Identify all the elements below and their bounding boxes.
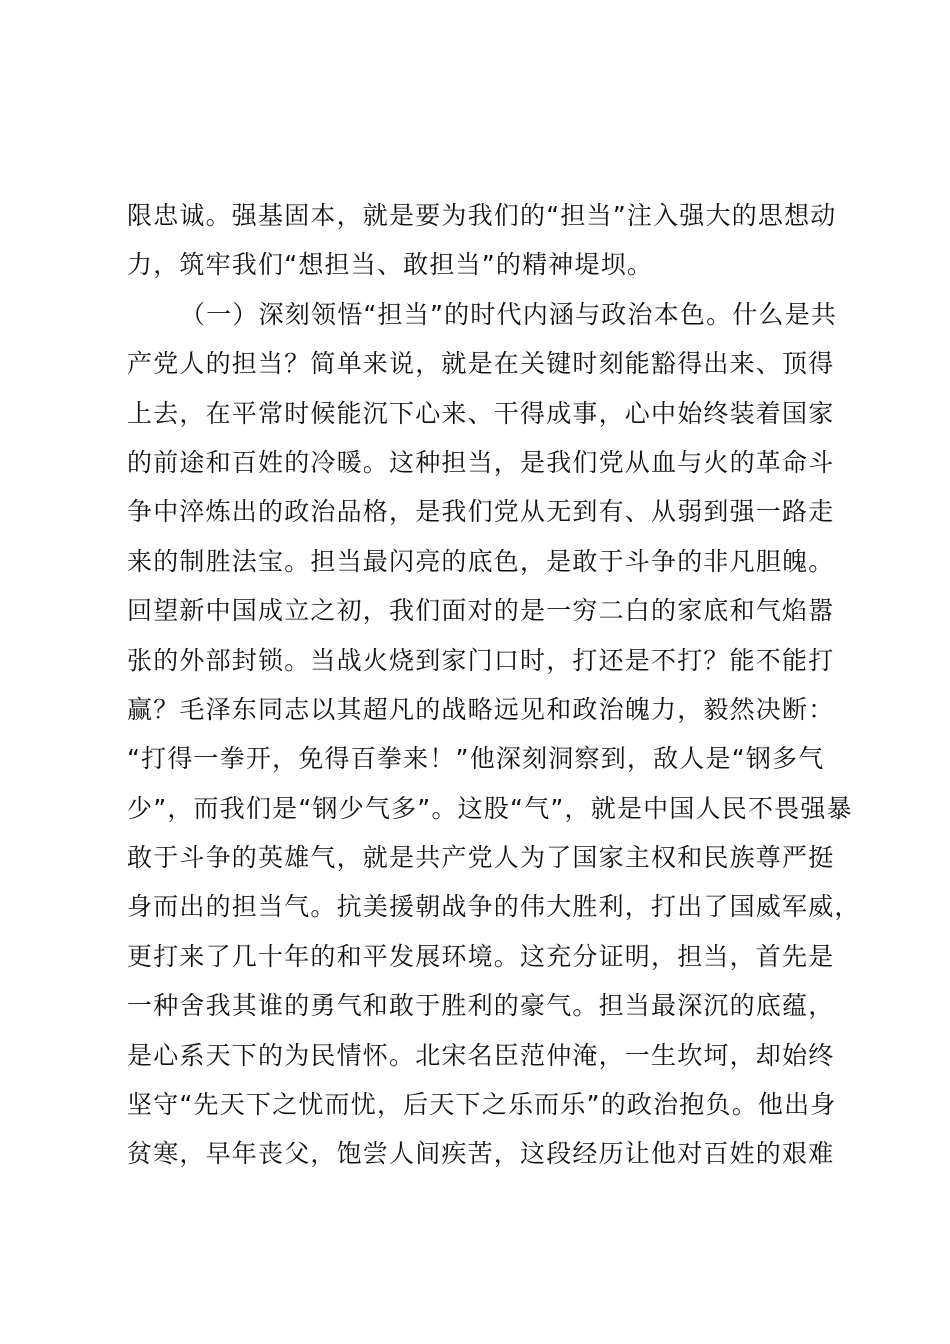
text-line: 少”，而我们是“钢少气多”。这股“气”，就是中国人民不畏强暴 [127,793,853,823]
text-line: 赢？毛泽东同志以其超凡的战略远见和政治魄力，毅然决断： [127,694,835,724]
text-line: 上去，在平常时候能沉下心来、干得成事，心中始终装着国家 [127,398,835,428]
text-line: “打得一拳开，免得百拳来！”他深刻洞察到，敌人是“钢多气 [127,744,825,774]
text-line: 张的外部封锁。当战火烧到家门口时，打还是不打？能不能打 [127,645,835,675]
text-line: 更打来了几十年的和平发展环境。这充分证明，担当，首先是 [127,941,835,971]
text-line: 来的制胜法宝。担当最闪亮的底色，是敢于斗争的非凡胆魄。 [127,546,835,576]
text-line: 身而出的担当气。抗美援朝战争的伟大胜利，打出了国威军威， [127,892,861,922]
text-line: 回望新中国成立之初，我们面对的是一穷二白的家底和气焰嚣 [127,596,835,626]
text-line: 力，筑牢我们“想担当、敢担当”的精神堤坝。 [127,250,654,280]
text-line: 贫寒，早年丧父，饱尝人间疾苦，这段经历让他对百姓的艰难 [127,1139,835,1169]
section-heading-line: （一）深刻领悟“担当”的时代内涵与政治本色。什么是共 [180,299,838,329]
text-line: 的前途和百姓的冷暖。这种担当，是我们党从血与火的革命斗 [127,447,835,477]
body-text [127,191,861,1179]
text-line: 产党人的担当？简单来说，就是在关键时刻能豁得出来、顶得 [127,349,835,379]
text-line: 一种舍我其谁的勇气和敢于胜利的豪气。担当最深沉的底蕴， [127,991,835,1021]
text-line: 敢于斗争的英雄气，就是共产党人为了国家主权和民族尊严挺 [127,843,835,873]
text-line: 争中淬炼出的政治品格，是我们党从无到有、从弱到强一路走 [127,497,835,527]
text-line: 坚守“先天下之忧而忧，后天下之乐而乐”的政治抱负。他出身 [127,1090,837,1120]
text-line: 是心系天下的为民情怀。北宋名臣范仲淹，一生坎坷，却始终 [127,1040,835,1070]
text-line: 限忠诚。强基固本，就是要为我们的“担当”注入强大的思想动 [127,201,837,230]
